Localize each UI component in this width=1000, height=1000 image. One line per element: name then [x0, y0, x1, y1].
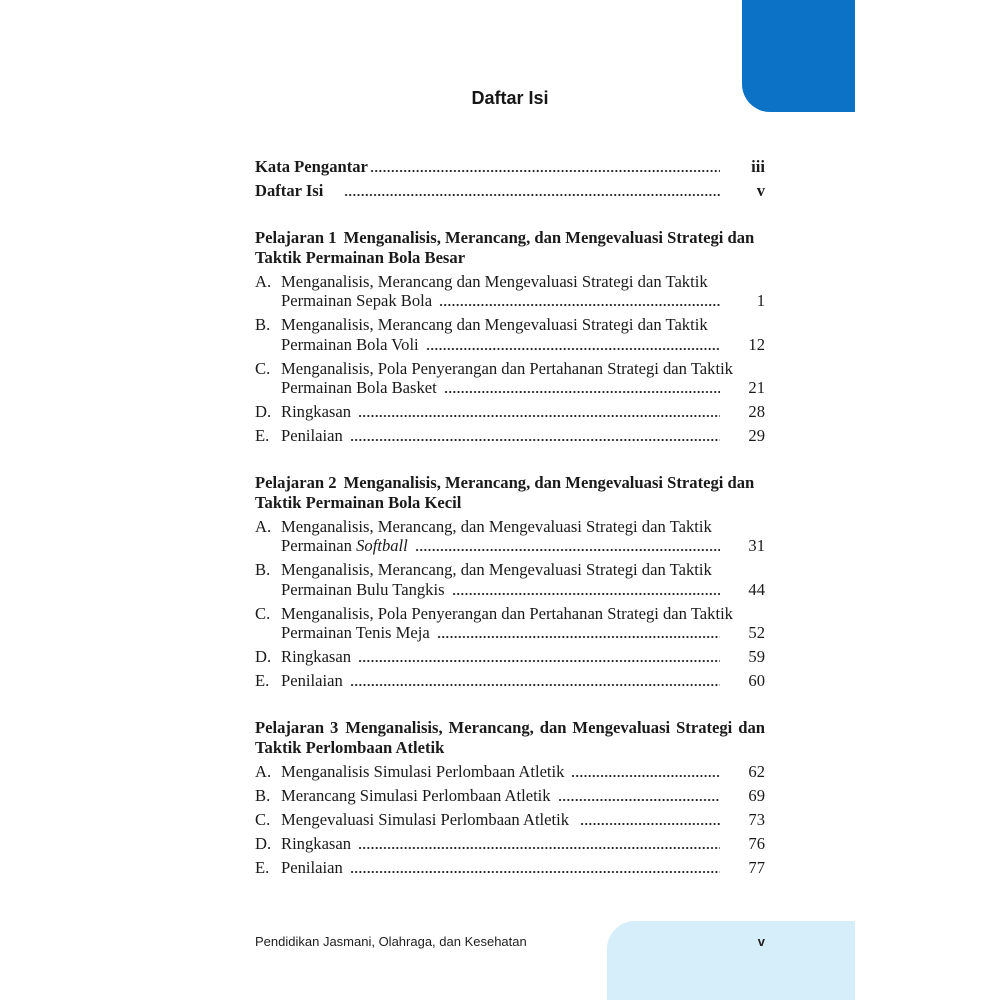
entry-leader-line [281, 786, 765, 806]
toc-entry [255, 604, 765, 643]
page-number: v [756, 181, 765, 200]
entry-title: Menganalisis, Merancang dan Mengevaluasi Strategi dan Taktik [281, 315, 708, 334]
front-matter-list [255, 157, 765, 205]
entry-title: Menganalisis, Merancang, dan Mengevaluasi Strategi dan Taktik [281, 516, 712, 536]
entry-title: Mengevaluasi Simulasi Perlombaan Atletik [281, 809, 570, 829]
entry-leader-line [281, 402, 765, 422]
entry-title: Penilaian [281, 426, 343, 445]
entry-title: Daftar Isi [255, 181, 324, 200]
entry-body [281, 426, 765, 446]
page-number: 77 [748, 857, 765, 877]
lesson-title: Menganalisis, Merancang, dan Mengevaluasi Strategi dan [345, 718, 765, 737]
entry-title-continued: Permainan Bulu Tangkis [281, 579, 445, 599]
entry-letter: B. [255, 315, 271, 334]
entry-letter: D. [255, 402, 272, 421]
entry-body [281, 810, 765, 830]
entry-body [281, 786, 765, 806]
footer-page-number: v [757, 934, 765, 949]
dot-leader [558, 786, 720, 806]
entry-leader-line [281, 671, 765, 691]
lesson-title-continued: Taktik Permainan Bola Besar [255, 247, 466, 267]
page-number: 29 [748, 426, 765, 445]
footer-band [607, 921, 855, 1000]
toc-entry [255, 315, 765, 354]
entry-letter: E. [255, 671, 270, 690]
entry-letter: C. [255, 603, 271, 623]
entry-letter: B. [255, 785, 271, 805]
lesson-3-section [255, 718, 765, 882]
entry-title: Menganalisis, Pola Penyerangan dan Pertahanan Strategi dan Taktik [281, 603, 733, 623]
dot-leader [437, 623, 720, 643]
page-number: 76 [748, 833, 765, 853]
page-number: 73 [748, 809, 765, 829]
toc-entry [255, 647, 765, 667]
entry-title: Menganalisis, Pola Penyerangan dan Pertahanan Strategi dan Taktik [281, 358, 733, 378]
toc-entry [255, 786, 765, 806]
page-number: iii [751, 157, 765, 176]
lesson-title-continued: Taktik Permainan Bola Kecil [255, 492, 462, 512]
entry-body [281, 762, 765, 782]
entry-title-italic: Softball [356, 536, 408, 555]
toc-entry [255, 560, 765, 599]
lesson-heading-line [255, 473, 765, 493]
entry-title: Ringkasan [281, 833, 352, 853]
entry-title: Merancang Simulasi Perlombaan Atletik [281, 785, 551, 805]
page-number: 62 [748, 761, 765, 781]
toc-entry [255, 272, 765, 311]
entry-letter: D. [255, 833, 272, 853]
lesson-label: Pelajaran 2 [255, 473, 337, 492]
page-number: 28 [748, 402, 765, 421]
page-number: 21 [748, 378, 765, 397]
entry-leader-line [281, 335, 765, 355]
toc-entry [255, 858, 765, 878]
entry-title: Kata Pengantar [255, 157, 368, 176]
entry-body [281, 604, 765, 643]
entry-letter: A. [255, 271, 272, 291]
entry-body [281, 517, 765, 556]
lesson-heading [255, 473, 765, 512]
entry-letter: E. [255, 857, 270, 877]
entry-body [281, 560, 765, 599]
entry-leader-line [281, 762, 765, 782]
entry-title: Menganalisis Simulasi Perlombaan Atletik [281, 761, 565, 781]
dot-leader [344, 181, 720, 201]
dot-leader [426, 335, 720, 355]
entry-title: Menganalisis, Merancang, dan Mengevaluasi Strategi dan Taktik [281, 560, 712, 579]
lesson-title: Menganalisis, Merancang, dan Mengevaluasi Strategi dan [343, 473, 755, 492]
entry-letter: C. [255, 358, 271, 378]
page-number: 52 [748, 623, 765, 642]
dot-leader [571, 762, 720, 782]
entry-body [281, 647, 765, 667]
entry-leader-line [281, 810, 765, 830]
entry-letter: E. [255, 426, 270, 445]
dot-leader [358, 834, 720, 854]
entry-leader-line [281, 378, 765, 398]
entry-body [281, 671, 765, 691]
dot-leader [439, 291, 720, 311]
dot-leader [415, 536, 720, 556]
lesson-label: Pelajaran 3 [255, 718, 339, 737]
entry-letter: B. [255, 560, 271, 579]
entry-leader-line [281, 291, 765, 311]
entry-body [281, 315, 765, 354]
toc-entry [255, 834, 765, 854]
page-number: 60 [748, 671, 765, 690]
lesson-heading [255, 228, 765, 267]
entry-body [281, 402, 765, 422]
entry-title-continued: Permainan Tenis Meja [281, 623, 430, 642]
lesson-heading [255, 718, 765, 757]
toc-entry [255, 671, 765, 691]
lesson-label: Pelajaran 1 [255, 228, 337, 247]
entry-leader-line [281, 647, 765, 667]
lesson-heading-line [255, 718, 765, 738]
entry-title: Menganalisis, Merancang dan Mengevaluasi Strategi dan Taktik [281, 271, 708, 291]
entry-leader-line [281, 426, 765, 446]
lesson-heading-line [255, 228, 765, 248]
entry-title-continued [281, 536, 408, 556]
entry-letter: A. [255, 516, 272, 536]
page-number: 31 [748, 536, 765, 555]
table-of-contents [255, 157, 765, 882]
toc-entry [255, 762, 765, 782]
dot-leader [444, 378, 720, 398]
lesson-title: Menganalisis, Merancang, dan Mengevaluasi Strategi dan [343, 228, 755, 247]
dot-leader [350, 671, 720, 691]
entry-leader-line [281, 834, 765, 854]
page-number: 44 [748, 579, 765, 599]
entry-title-continued: Permainan Bola Basket [281, 378, 437, 397]
entry-letter: A. [255, 761, 272, 781]
entry-body [281, 834, 765, 854]
toc-entry [255, 402, 765, 422]
toc-entry [255, 359, 765, 398]
entry-leader-line [281, 580, 765, 600]
page-number: 59 [748, 647, 765, 666]
page-number: 69 [748, 785, 765, 805]
entry-leader-line [281, 536, 765, 556]
entry-letter: C. [255, 809, 271, 829]
entry-body [281, 858, 765, 878]
entry-title: Penilaian [281, 671, 343, 690]
entry-leader-line [281, 858, 765, 878]
entry-body [281, 272, 765, 311]
entry-title: Penilaian [281, 857, 343, 877]
lesson-title-continued: Taktik Perlombaan Atletik [255, 737, 445, 757]
toc-entry [255, 810, 765, 830]
dot-leader [580, 810, 720, 830]
entry-leader-line [281, 623, 765, 643]
page-number: 12 [748, 334, 765, 354]
dot-leader [350, 858, 720, 878]
dot-leader [358, 402, 720, 422]
entry-title: Ringkasan [281, 402, 352, 421]
entry-title-continued: Permainan Bola Voli [281, 334, 419, 354]
dot-leader [358, 647, 720, 667]
toc-entry-daftar-isi [255, 181, 765, 201]
dot-leader [452, 580, 720, 600]
entry-title-text: Permainan [281, 536, 352, 555]
entry-title-continued: Permainan Sepak Bola [281, 291, 433, 310]
dot-leader [350, 426, 720, 446]
footer-book-title: Pendidikan Jasmani, Olahraga, dan Kesehatan [255, 934, 527, 949]
toc-entry [255, 517, 765, 556]
toc-entry-kata-pengantar [255, 157, 765, 177]
dot-leader [370, 157, 720, 177]
page-title: Daftar Isi [471, 88, 549, 108]
page-number: 1 [756, 291, 765, 310]
entry-title: Ringkasan [281, 647, 352, 666]
lesson-2-section [255, 473, 765, 695]
lesson-1-section [255, 228, 765, 450]
entry-body [281, 359, 765, 398]
toc-entry [255, 426, 765, 446]
entry-letter: D. [255, 647, 272, 666]
